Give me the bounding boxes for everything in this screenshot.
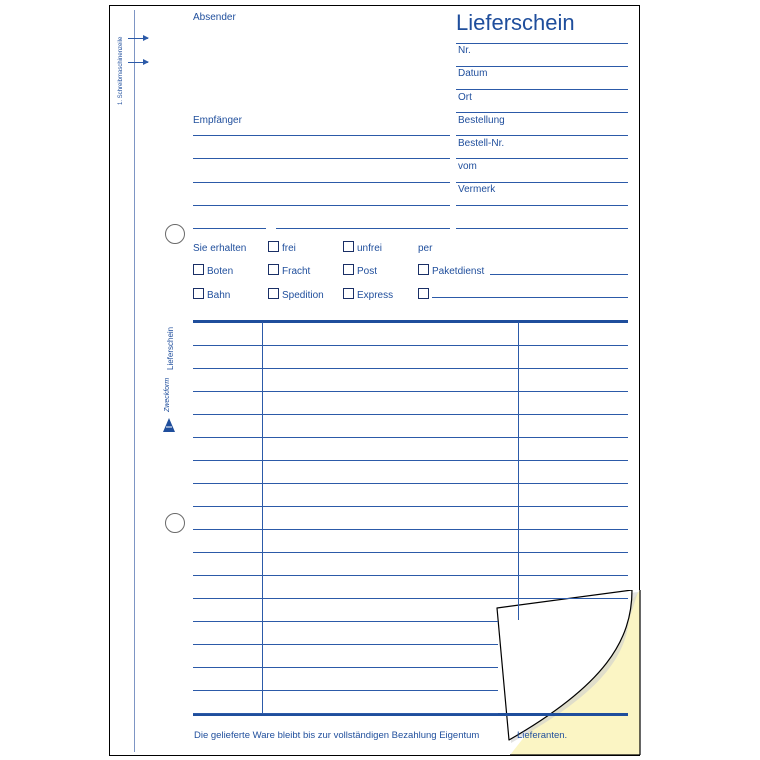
checkbox-other[interactable]	[418, 288, 429, 299]
field-line-order-number	[456, 158, 628, 159]
table-row-line	[193, 644, 498, 645]
table-row-line	[193, 506, 628, 507]
label-unfree: unfrei	[357, 243, 383, 254]
sender-label: Absender	[193, 12, 236, 23]
field-line-place	[456, 112, 628, 113]
table-column-divider-1	[262, 322, 263, 714]
checkbox-freight[interactable]	[268, 264, 279, 275]
punch-hole-top	[165, 224, 185, 244]
label-freight: Fracht	[282, 266, 311, 277]
field-line-from	[456, 182, 628, 183]
checkbox-parcel-service[interactable]	[418, 264, 429, 275]
parcel-service-line	[490, 274, 628, 275]
field-label-order: Bestellung	[458, 115, 505, 126]
checkbox-forwarding[interactable]	[268, 288, 279, 299]
footer-note-end: Lieferanten.	[517, 730, 568, 741]
recipient-line-1	[193, 135, 450, 136]
spine-label: Lieferschein	[166, 326, 175, 370]
margin-line	[134, 10, 135, 752]
sheet-right-border	[639, 5, 640, 590]
table-row-line	[193, 552, 628, 553]
field-line-note-1	[456, 205, 628, 206]
typewriter-line-label: 1. Schreibmaschinenzeile	[118, 36, 124, 105]
marker-arrow-icon	[143, 59, 149, 65]
table-row-line	[193, 437, 628, 438]
brand-label: Zweckform	[164, 377, 171, 412]
label-forwarding: Spedition	[282, 290, 324, 301]
table-row-line	[193, 713, 498, 714]
field-label-date: Datum	[458, 68, 488, 79]
received-label: Sie erhalten	[193, 243, 247, 254]
label-rail: Bahn	[207, 290, 231, 301]
table-row-line	[193, 368, 628, 369]
per-label: per	[418, 243, 433, 254]
title-underline	[456, 43, 628, 44]
field-line-order	[456, 135, 628, 136]
checkbox-post[interactable]	[343, 264, 354, 275]
label-parcel-service: Paketdienst	[432, 266, 485, 277]
table-row-line	[193, 483, 628, 484]
field-line-note-2	[456, 228, 628, 229]
label-messenger: Boten	[207, 266, 234, 277]
recipient-line-5a	[193, 228, 266, 229]
table-row-line	[193, 690, 498, 691]
label-express: Express	[357, 290, 394, 301]
field-label-note: Vermerk	[458, 184, 496, 195]
marker-arrow-icon	[143, 35, 149, 41]
table-row-line	[193, 414, 628, 415]
table-top-rule	[193, 320, 628, 323]
recipient-line-5b	[276, 228, 450, 229]
recipient-line-2	[193, 158, 450, 159]
table-row-line	[193, 529, 628, 530]
label-post: Post	[357, 266, 378, 277]
table-row-line	[193, 621, 498, 622]
recipient-line-4	[193, 205, 450, 206]
table-row-line	[193, 598, 628, 599]
table-row-line	[193, 575, 628, 576]
field-line-number	[456, 66, 628, 67]
checkbox-messenger[interactable]	[193, 264, 204, 275]
field-label-from: vom	[458, 161, 477, 172]
table-row-line	[193, 345, 628, 346]
checkbox-unfree[interactable]	[343, 241, 354, 252]
table-row-line	[193, 460, 628, 461]
punch-hole-bottom	[165, 513, 185, 533]
checkbox-express[interactable]	[343, 288, 354, 299]
table-row-line	[193, 391, 628, 392]
footer-note: Die gelieferte Ware bleibt bis zur vollständigen Bezahlung Eigentum	[194, 730, 480, 741]
label-free: frei	[282, 243, 296, 254]
recipient-line-3	[193, 182, 450, 183]
other-line	[432, 297, 628, 298]
field-label-number: Nr.	[458, 45, 471, 56]
field-label-order-number: Bestell-Nr.	[458, 138, 505, 149]
table-row-line	[193, 667, 498, 668]
form-title: Lieferschein	[456, 10, 575, 35]
checkbox-rail[interactable]	[193, 288, 204, 299]
field-line-date	[456, 89, 628, 90]
recipient-label: Empfänger	[193, 115, 242, 126]
checkbox-free[interactable]	[268, 241, 279, 252]
brand-logo-icon	[163, 418, 175, 432]
field-label-place: Ort	[458, 92, 472, 103]
